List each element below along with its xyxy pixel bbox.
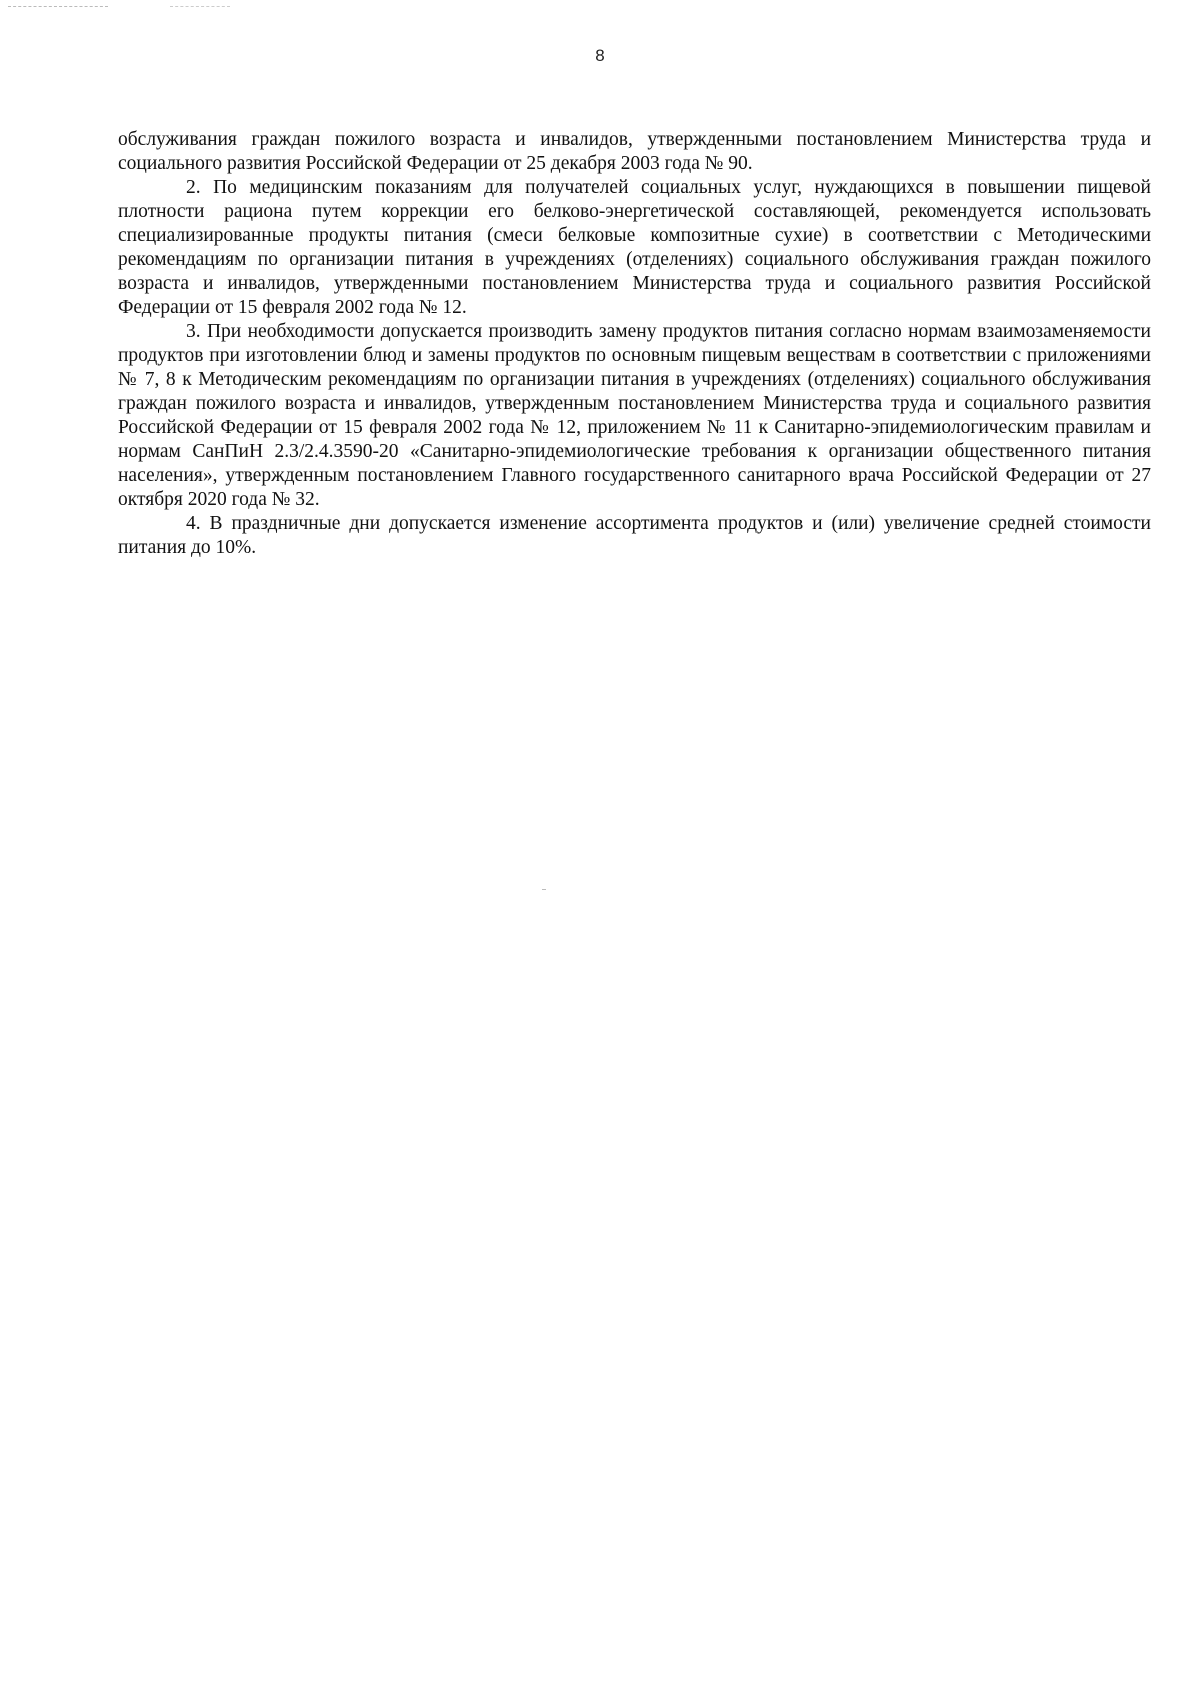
scan-artifact [8,6,108,8]
page-number: 8 [595,46,605,65]
paragraph-item-4: 4. В праздничные дни допускается изменение ассортимента продуктов и (или) увеличение средней стоимости питания до 10%. [118,513,1151,558]
paragraph-item-3: 3. При необходимости допускается производить замену продуктов питания согласно нормам взаимозаменяемости продуктов при изготовлении блюд и замены продуктов по основным пищевым веществам в соответствии с приложениями № 7, 8 к Методическим рекомендациям по организации питания в учреждениях (отделениях) социального обслуживания граждан пожилого возраста и инвалидов, утвержденным постановлением Министерства труда и социального развития Российской Федерации от 15 февраля 2002 года № 12, приложением № 11 к Санитарно-эпидемиологическим правилам и нормам СанПиН 2.3/2.4.3590-20 «Санитарно-эпидемиологические требования к организации общественного питания населения», утвержденным постановлением Главного государственного санитарного врача Российской Федерации от 27 октября 2020 года № 32. [118,321,1151,510]
scan-artifact [170,6,230,8]
document-body [118,128,1151,560]
paragraph-item-2: 2. По медицинским показаниям для получателей социальных услуг, нуждающихся в повышении пищевой плотности рациона путем коррекции его белково-энергетической составляющей, рекомендуется использовать специализированные продукты питания (смеси белковые композитные сухие) в соответствии с Методическими рекомендациям по организации питания в учреждениях (отделениях) социального обслуживания граждан пожилого возраста и инвалидов, утвержденными постановлением Министерства труда и социального развития Российской Федерации от 15 февраля 2002 года № 12. [118,177,1151,318]
scan-artifact [542,889,546,890]
paragraph-continuation: обслуживания граждан пожилого возраста и инвалидов, утвержденными постановлением Министерства труда и социального развития Российской Федерации от 25 декабря 2003 года № 90. [118,129,1151,174]
